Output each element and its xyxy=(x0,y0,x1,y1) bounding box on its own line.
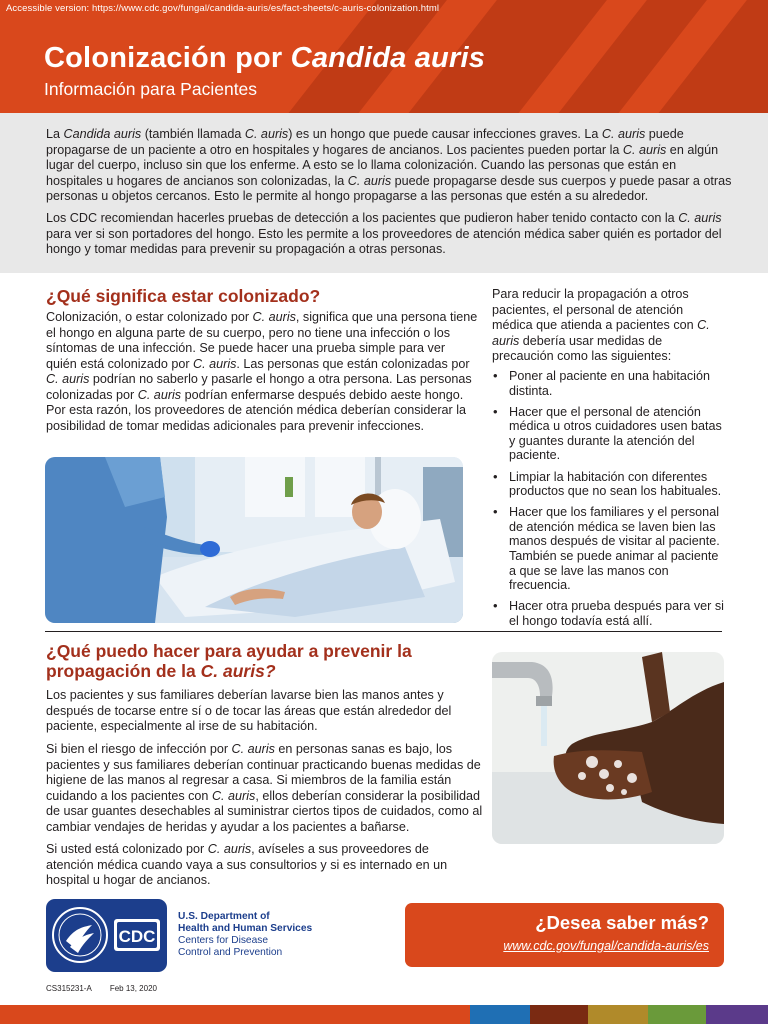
section-heading-prevent: ¿Qué puedo hacer para ayudar a prevenir la propagación de la C. auris? xyxy=(46,641,412,681)
handwashing-photo xyxy=(492,652,724,844)
section-divider xyxy=(45,631,722,632)
agency-name: U.S. Department of Health and Human Services Centers for Disease Control and Prevention xyxy=(178,911,313,958)
cdc-logo-text: CDC xyxy=(118,927,156,946)
intro-paragraph-1: La Candida auris (también llamada C. auris) es un hongo que puede causar infecciones graves. La C. auris puede propagarse de un paciente a otro en hospitales y hogares de ancianos. Los pacientes pueden portar la C. auris en algún lugar del cuerpo, incluso sin que los enferme. A esto se lo llama colonización. Cuando las personas que están en hospitales u hogares de ancianos son colonizadas, la C. auris puede propagarse desde sus cuerpos y puede pasar a otras personas u objetos cercanos. Esto le permite al hongo propagarse a las personas que estén a su alrededor. xyxy=(46,127,732,203)
hospital-patient-photo xyxy=(45,457,463,623)
list-item: • Limpiar la habitación con diferentes productos que no sean los habituales. xyxy=(492,470,727,499)
prevent-paragraph-2: Si bien el riesgo de infección por C. auris en personas sanas es bajo, los pacientes y sus familiares deberían continuar practicando buenas medidas de higiene de las manos al regresar a casa. Si miembros de la familia están cuidando a los pacientes con C. auris, ellos deberían considerar la posibilidad de usar guantes desechables al suministrar ciertos tipos de cuidados, como al cambiar vendajes de heridas y ayudar a los pacientes a bañarse. xyxy=(46,742,483,834)
learn-more-link[interactable]: www.cdc.gov/fungal/candida-auris/es xyxy=(503,939,709,953)
intro-paragraph-2: Los CDC recomiendan hacerles pruebas de detección a los pacientes que pudieron haber tenido contacto con la C. auris para ver si son portadores del hongo. Esto les permite a los proveedores de atención médica saber quién es portador del hongo y tomar medidas para prevenir su propagación a otras personas. xyxy=(46,211,722,256)
page-subtitle: Información para Pacientes xyxy=(44,79,258,99)
learn-more-box xyxy=(405,903,724,967)
list-item: • Hacer que los familiares y el personal de atención médica se laven bien las manos después de visitar al paciente. También se puede animar al paciente a que se lave las manos con frecuencia. xyxy=(492,505,727,593)
color-segment xyxy=(0,1005,470,1024)
color-segment xyxy=(588,1005,648,1024)
color-segment xyxy=(648,1005,706,1024)
color-segment xyxy=(530,1005,588,1024)
document-id: CS315231-A Feb 13, 2020 xyxy=(46,984,157,993)
learn-more-title: ¿Desea saber más? xyxy=(535,912,709,933)
color-segment xyxy=(706,1005,768,1024)
section-heading-colonized: ¿Qué significa estar colonizado? xyxy=(46,286,321,306)
precautions-list xyxy=(492,369,727,635)
accessible-version-link[interactable]: Accessible version: https://www.cdc.gov/fungal/candida-auris/es/fact-sheets/c-auris-colonization.html xyxy=(6,3,440,14)
hhs-cdc-logo xyxy=(46,899,167,972)
color-segment xyxy=(470,1005,530,1024)
intro-panel xyxy=(0,113,768,273)
prevent-paragraph-3: Si usted está colonizado por C. auris, avíseles a sus proveedores de atención médica cuando vaya a sus consultorios y si es internado en un hospital u hogar de ancianos. xyxy=(46,842,448,887)
bottom-color-bar xyxy=(0,1005,768,1024)
section-colonized-paragraph: Colonización, o estar colonizado por C. auris, significa que una persona tiene el hongo en alguna parte de su cuerpo, pero no tiene una infección o los síntomas de una infección. Se puede hacer una prueba simple para ver quién está colonizado por C. auris. Las personas que están colonizadas por C. auris podrían no saberlo y pasarle el hongo a otra persona. Las personas colonizadas por C. auris podrían enfermarse después debido aeste hongo. Por esta razón, los proveedores de atención médica deberían considerar la posibilidad de tomar medidas adicionales para prevenir infecciones. xyxy=(46,310,478,433)
list-item: • Hacer que el personal de atención médica u otros cuidadores usen batas y guantes durante la atención del paciente. xyxy=(492,405,727,463)
prevent-paragraph-1: Los pacientes y sus familiares deberían lavarse bien las manos antes y después de tocarse entre sí o de tocar las áreas que están alrededor del paciente, especialmente al irse de su habitación. xyxy=(46,688,452,733)
list-item: • Poner al paciente en una habitación distinta. xyxy=(492,369,727,398)
page-title: Colonización por Candida auris xyxy=(44,42,486,74)
precautions-intro: Para reducir la propagación a otros pacientes, el personal de atención médica que atienda a pacientes con C. auris debería usar medidas de precaución como las siguientes: xyxy=(492,287,710,363)
header-banner xyxy=(0,0,768,113)
list-item: • Hacer otra prueba después para ver si el hongo todavía está allí. xyxy=(492,599,727,628)
